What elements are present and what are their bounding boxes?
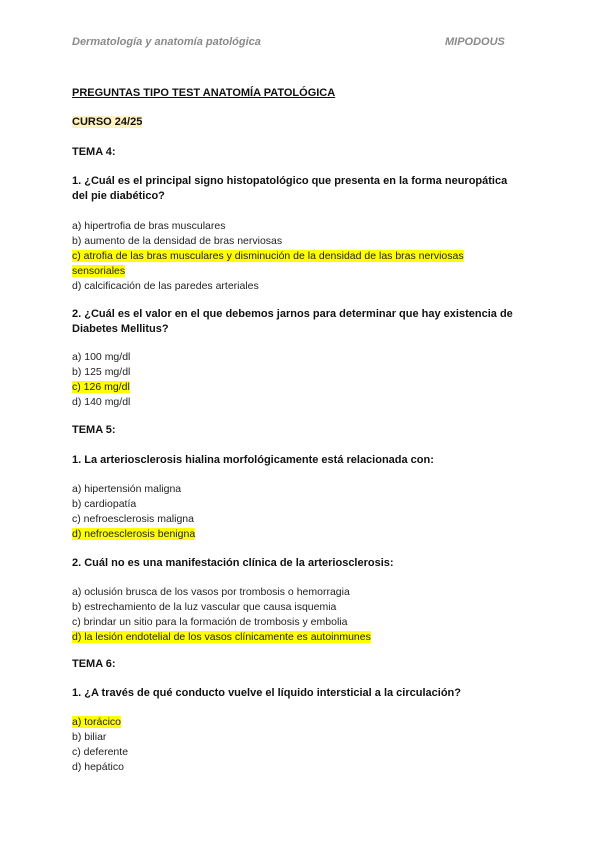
- options-list: [72, 585, 371, 645]
- option: d) hepático: [72, 761, 124, 773]
- options-list: [72, 350, 130, 410]
- option-correct: c) atrofia de las bras musculares y disminución de la densidad de las bras nerviosas: [72, 250, 464, 262]
- option: b) cardiopatía: [72, 498, 137, 510]
- tema-6-heading: TEMA 6:: [72, 658, 116, 670]
- option-correct: d) nefroesclerosis benigna: [72, 528, 196, 540]
- option: a) hipertrofia de bras musculares: [72, 220, 226, 232]
- document-title: PREGUNTAS TIPO TEST ANATOMÍA PATOLÓGICA: [72, 87, 336, 99]
- option: b) 125 mg/dl: [72, 366, 131, 378]
- option: a) 100 mg/dl: [72, 351, 131, 363]
- options-list: [72, 219, 464, 294]
- text-line: Diabetes Mellitus?: [72, 323, 169, 335]
- options-list: [72, 715, 128, 775]
- option: d) 140 mg/dl: [72, 396, 131, 408]
- option: a) hipertensión maligna: [72, 483, 182, 495]
- header-author: MIPODOUS: [445, 36, 505, 48]
- options-list: [72, 482, 195, 542]
- text-line: [72, 116, 142, 128]
- text-line: del pie diabético?: [72, 190, 165, 202]
- tema-4-heading: TEMA 4:: [72, 146, 116, 158]
- question: 2. Cuál no es una manifestación clínica de la arteriosclerosis:: [72, 557, 394, 569]
- option: c) deferente: [72, 746, 129, 758]
- question: 1. ¿A través de qué conducto vuelve el líquido intersticial a la circulación?: [72, 687, 461, 699]
- text-line: 1. ¿Cuál es el principal signo histopatológico que presenta en la forma neuropática: [72, 175, 508, 187]
- option: b) aumento de la densidad de bras nerviosas: [72, 235, 283, 247]
- text-line: [72, 264, 464, 279]
- option: c) brindar un sitio para la formación de trombosis y embolia: [72, 616, 348, 628]
- question: 1. La arteriosclerosis hialina morfológicamente está relacionada con:: [72, 454, 434, 466]
- text-line: [72, 527, 195, 542]
- option: b) biliar: [72, 731, 107, 743]
- option: d) calcificación de las paredes arteriales: [72, 280, 259, 292]
- option-correct: c) 126 mg/dl: [72, 381, 130, 393]
- question: [72, 307, 513, 337]
- question: [72, 174, 507, 204]
- text-line: [72, 630, 371, 645]
- option: b) estrechamiento de la luz vascular que causa isquemia: [72, 601, 337, 613]
- tema-5-heading: TEMA 5:: [72, 424, 116, 436]
- text-line: [72, 249, 464, 264]
- option-correct: a) torácico: [72, 716, 122, 728]
- text-line: [72, 380, 130, 395]
- option-correct: d) la lesión endotelial de los vasos clínicamente es autoinmunes: [72, 631, 371, 643]
- option-correct-cont: sensoriales: [72, 265, 126, 277]
- text-line: 2. ¿Cuál es el valor en el que debemos jarnos para determinar que hay existencia de: [72, 308, 513, 320]
- text-line: [72, 715, 128, 730]
- option: c) nefroesclerosis maligna: [72, 513, 194, 525]
- course-label: CURSO 24/25: [72, 116, 143, 128]
- header-subject: Dermatología y anatomía patológica: [72, 36, 261, 48]
- option: a) oclusión brusca de los vasos por trombosis o hemorragia: [72, 586, 350, 598]
